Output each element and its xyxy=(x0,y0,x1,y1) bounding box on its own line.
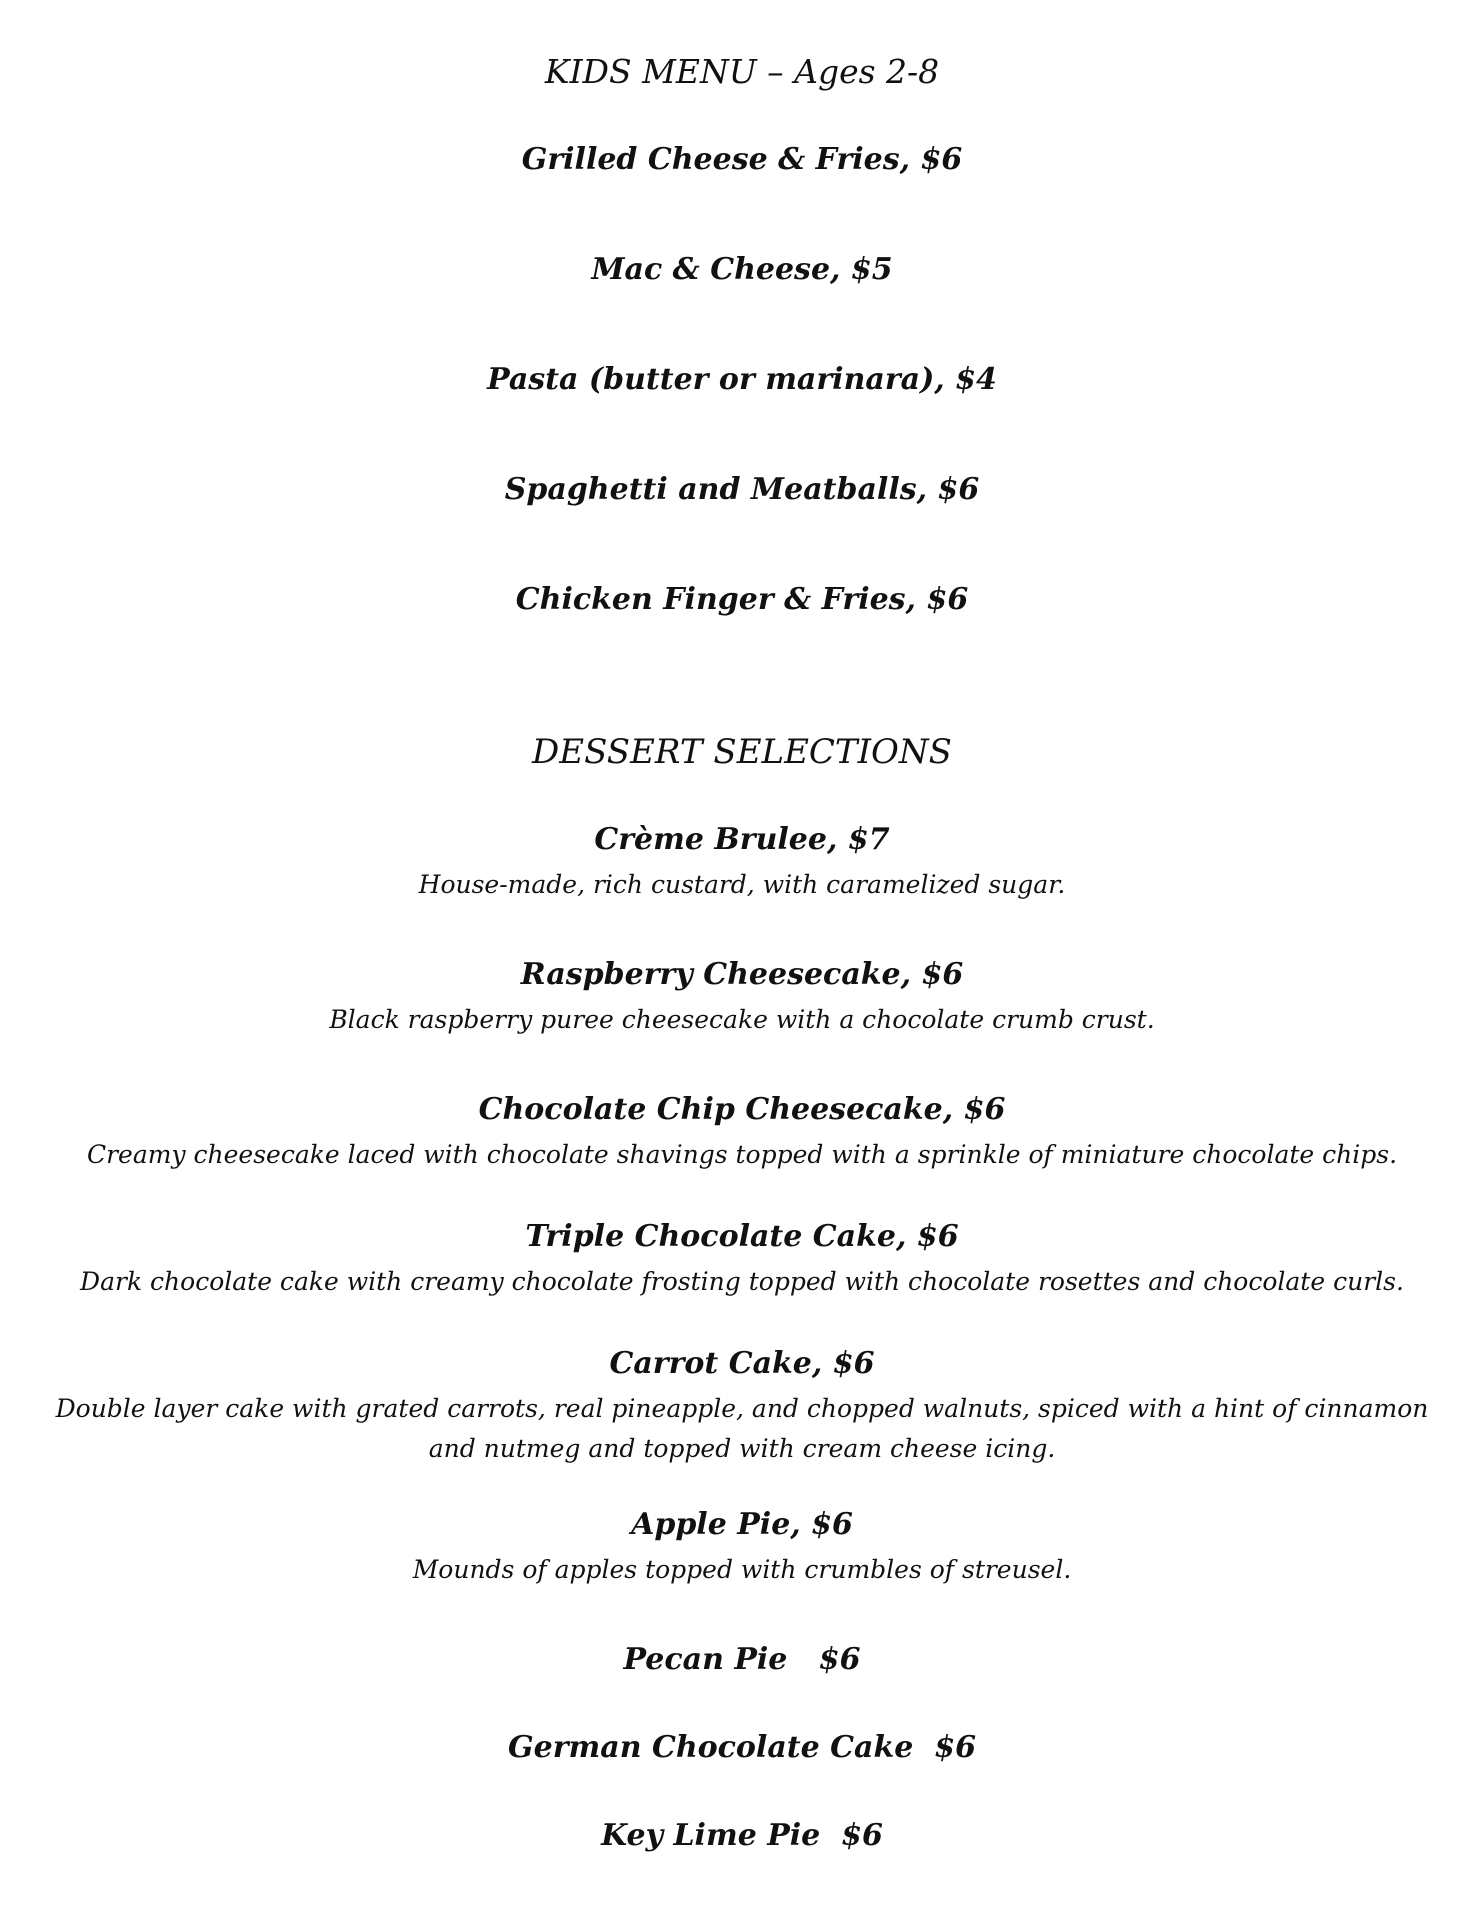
dessert-desc-carrot-cake: Double layer cake with grated carrots, real pineapple, and chopped walnuts, spiced with a hint of cinnamon xyxy=(55,1394,1429,1423)
dessert-desc-chocolate-chip-cheesecake: Creamy cheesecake laced with chocolate shavings topped with a sprinkle of miniature chocolate chips. xyxy=(86,1140,1398,1169)
dessert-item-raspberry-cheesecake: Raspberry Cheesecake, $6 xyxy=(520,957,964,992)
kids-item-pasta: Pasta (butter or marinara), $4 xyxy=(487,362,997,397)
kids-item-spaghetti-meatballs: Spaghetti and Meatballs, $6 xyxy=(504,472,980,507)
dessert-desc-carrot-cake-continued: and nutmeg and topped with cream cheese icing. xyxy=(428,1434,1056,1463)
kids-menu-title: KIDS MENU – Ages 2-8 xyxy=(544,52,940,91)
dessert-item-chocolate-chip-cheesecake: Chocolate Chip Cheesecake, $6 xyxy=(478,1092,1006,1127)
dessert-desc-triple-chocolate-cake: Dark chocolate cake with creamy chocolate frosting topped with chocolate rosettes and chocolate curls. xyxy=(80,1267,1404,1296)
kids-item-mac-cheese: Mac & Cheese, $5 xyxy=(591,252,893,287)
dessert-item-pecan-pie: Pecan Pie $6 xyxy=(623,1642,861,1677)
dessert-item-triple-chocolate-cake: Triple Chocolate Cake, $6 xyxy=(525,1219,959,1254)
dessert-item-carrot-cake: Carrot Cake, $6 xyxy=(609,1346,875,1381)
dessert-desc-apple-pie: Mounds of apples topped with crumbles of streusel. xyxy=(412,1555,1072,1584)
dessert-desc-raspberry-cheesecake: Black raspberry puree cheesecake with a chocolate crumb crust. xyxy=(329,1005,1155,1034)
kids-item-grilled-cheese: Grilled Cheese & Fries, $6 xyxy=(521,142,963,177)
dessert-item-apple-pie: Apple Pie, $6 xyxy=(631,1507,853,1542)
dessert-desc-creme-brulee: House-made, rich custard, with caramelized sugar. xyxy=(418,870,1066,899)
dessert-item-creme-brulee: Crème Brulee, $7 xyxy=(594,822,890,857)
dessert-item-key-lime-pie: Key Lime Pie $6 xyxy=(601,1818,883,1853)
kids-item-chicken-finger: Chicken Finger & Fries, $6 xyxy=(515,582,969,617)
dessert-item-german-chocolate-cake: German Chocolate Cake $6 xyxy=(508,1730,976,1765)
dessert-menu-title: DESSERT SELECTIONS xyxy=(532,732,952,772)
